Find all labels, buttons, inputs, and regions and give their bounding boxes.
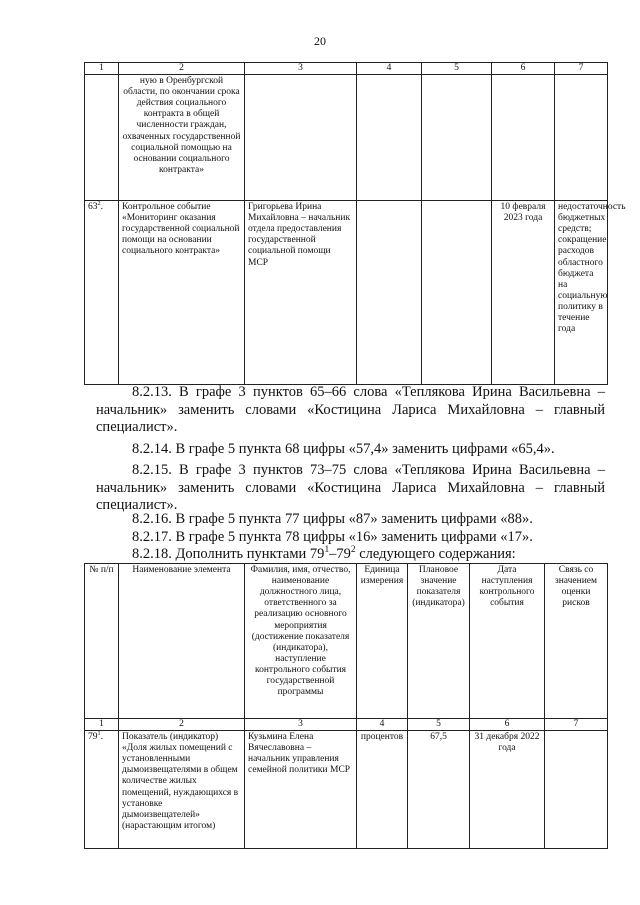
page-number: 20 — [314, 34, 326, 48]
paragraph-8-2-16: 8.2.16. В графе 5 пункта 77 цифры «87» заменить цифрами «88». — [132, 511, 533, 527]
col-number: 3 — [245, 63, 357, 75]
cell-responsible: Григорьева Ирина Михайловна – начальник отдела предоставления государственной социальной помощи МСР — [245, 201, 357, 385]
col-number: 1 — [85, 63, 119, 75]
paragraph-8-2-18: 8.2.18. Дополнить пунктами $79^1-79^2$ следующего содержания: — [132, 545, 516, 562]
cell-responsible: Кузьмина Елена Вячеславовна – начальник управления семейной политики МСР — [245, 731, 357, 849]
table-row — [85, 75, 608, 201]
col-number: 2 — [119, 719, 245, 731]
header-row — [85, 564, 608, 719]
cell-plan-value: 67,5 — [408, 731, 470, 849]
col-number: 1 — [85, 719, 119, 731]
col-number: 4 — [357, 719, 408, 731]
header-date: Дата наступления контрольного события — [470, 564, 545, 719]
cell-risk — [545, 731, 608, 849]
column-number-row — [85, 63, 608, 75]
cell — [422, 75, 492, 201]
table-continuation — [84, 62, 626, 385]
cell-row-number: $63^2$. — [85, 201, 119, 385]
paragraph-8-2-14: 8.2.14. В графе 5 пункта 68 цифры «57,4» заменить цифрами «65,4». — [132, 441, 555, 457]
col-number: 4 — [357, 63, 422, 75]
cell-element-name: Контрольное событие «Мониторинг оказания государственной социальной помощи на основании социального контракта» — [119, 201, 245, 385]
col-number: 7 — [555, 63, 608, 75]
column-number-row — [85, 719, 608, 731]
cell — [555, 75, 608, 201]
col-number: 7 — [545, 719, 608, 731]
header-element-name: Наименование элемента — [119, 564, 245, 719]
cell — [85, 75, 119, 201]
col-number: 5 — [422, 63, 492, 75]
header-unit: Единица измерения — [357, 564, 408, 719]
cell-plan-value — [422, 201, 492, 385]
cell-risk: недостаточность бюджетных средств; сокращение расходов областного бюджета на социальную политику в течение года — [555, 201, 608, 385]
cell — [357, 75, 422, 201]
col-number: 2 — [119, 63, 245, 75]
table-row — [85, 201, 608, 385]
table-new-items — [84, 563, 608, 849]
col-number: 6 — [470, 719, 545, 731]
header-number: № п/п — [85, 564, 119, 719]
cell-unit — [357, 201, 422, 385]
cell — [492, 75, 555, 201]
cell-element-name: ную в Оренбургской области, по окончании срока действия социального контракта в общей численности граждан, охваченных государственной социальной помощью на основании социального контракта» — [119, 75, 245, 201]
cell-row-number: $79^1$. — [85, 731, 119, 849]
col-number: 5 — [408, 719, 470, 731]
col-number: 3 — [245, 719, 357, 731]
cell-unit: процентов — [357, 731, 408, 849]
paragraph-8-2-15: 8.2.15. В графе 3 пунктов 73–75 слова «Теплякова Ирина Васильевна – начальник» заменить словами «Костицина Лариса Михайловна – главный специалист». — [96, 462, 605, 513]
header-plan-value: Плановое значение показателя (индикатора) — [408, 564, 470, 719]
cell-date: 10 февраля 2023 года — [492, 201, 555, 385]
table-row — [85, 731, 608, 849]
cell-element-name: Показатель (индикатор) «Доля жилых помещений с установленными дымоизвещателями в общем количестве жилых помещений, нуждающихся в установке дымоизвещателей» (нарастающим итогом) — [119, 731, 245, 849]
col-number: 6 — [492, 63, 555, 75]
paragraph-8-2-17: 8.2.17. В графе 5 пункта 78 цифры «16» заменить цифрами «17». — [132, 529, 533, 545]
header-responsible: Фамилия, имя, отчество, наименование должностного лица, ответственного за реализацию основного мероприятия (достижение показателя (индикатора), наступление контрольного события государственной программы — [245, 564, 357, 719]
paragraph-8-2-13: 8.2.13. В графе 3 пунктов 65–66 слова «Теплякова Ирина Васильевна – начальник» заменить словами «Костицина Лариса Михайловна – главный специалист». — [96, 384, 605, 435]
cell-date: 31 декабря 2022 года — [470, 731, 545, 849]
cell — [245, 75, 357, 201]
header-risk: Связь со значением оценки рисков — [545, 564, 608, 719]
